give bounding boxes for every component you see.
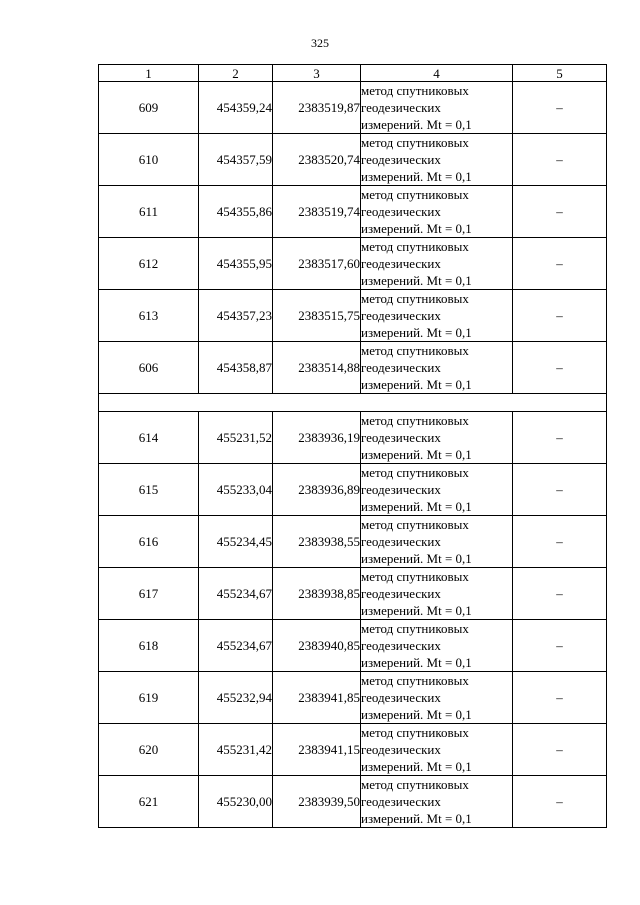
y-coordinate-cell: 2383517,60 [273, 238, 361, 290]
method-text-line: метод спутниковых [361, 239, 469, 254]
x-coordinate-cell: 454355,86 [199, 186, 273, 238]
method-cell [361, 342, 513, 394]
method-text-line: метод спутниковых [361, 343, 469, 358]
method-text-line: измерений. Mt = 0,1 [361, 377, 472, 392]
point-number-cell: 617 [99, 568, 199, 620]
method-text-line: геодезических [361, 690, 441, 705]
method-text-line: метод спутниковых [361, 569, 469, 584]
method-text-line: метод спутниковых [361, 413, 469, 428]
column-header-1: 1 [99, 65, 199, 82]
table-row [99, 672, 607, 724]
method-cell [361, 238, 513, 290]
point-number-cell: 611 [99, 186, 199, 238]
x-coordinate-cell: 455231,42 [199, 724, 273, 776]
method-text-line: геодезических [361, 308, 441, 323]
point-number-cell: 621 [99, 776, 199, 828]
table-body-group-2 [99, 412, 607, 828]
point-number-cell: 613 [99, 290, 199, 342]
method-cell [361, 568, 513, 620]
method-text-line: геодезических [361, 204, 441, 219]
y-coordinate-cell: 2383520,74 [273, 134, 361, 186]
column-header-5: 5 [513, 65, 607, 82]
dash-cell: – [513, 776, 607, 828]
point-number-cell: 606 [99, 342, 199, 394]
page-number: 325 [311, 36, 329, 50]
method-text-line: метод спутниковых [361, 725, 469, 740]
y-coordinate-cell: 2383519,74 [273, 186, 361, 238]
x-coordinate-cell: 455232,94 [199, 672, 273, 724]
method-text-line: измерений. Mt = 0,1 [361, 273, 472, 288]
table-row [99, 516, 607, 568]
dash-cell: – [513, 82, 607, 134]
table-row [99, 186, 607, 238]
dash-cell: – [513, 568, 607, 620]
method-text-line: измерений. Mt = 0,1 [361, 499, 472, 514]
method-text-line: геодезических [361, 256, 441, 271]
method-text-line: геодезических [361, 794, 441, 809]
method-text-line: метод спутниковых [361, 83, 469, 98]
method-text-line: геодезических [361, 360, 441, 375]
point-number-cell: 609 [99, 82, 199, 134]
method-cell [361, 134, 513, 186]
dash-cell: – [513, 412, 607, 464]
table-row [99, 724, 607, 776]
table-header [99, 65, 607, 82]
method-text-line: геодезических [361, 638, 441, 653]
y-coordinate-cell: 2383940,85 [273, 620, 361, 672]
dash-cell: – [513, 290, 607, 342]
method-text-line: измерений. Mt = 0,1 [361, 117, 472, 132]
point-number-cell: 616 [99, 516, 199, 568]
x-coordinate-cell: 454357,23 [199, 290, 273, 342]
column-header-3: 3 [273, 65, 361, 82]
column-header-2: 2 [199, 65, 273, 82]
dash-cell: – [513, 672, 607, 724]
separator-row [99, 394, 607, 412]
x-coordinate-cell: 454359,24 [199, 82, 273, 134]
point-number-cell: 615 [99, 464, 199, 516]
x-coordinate-cell: 455233,04 [199, 464, 273, 516]
table-body-group-1 [99, 82, 607, 394]
point-number-cell: 620 [99, 724, 199, 776]
dash-cell: – [513, 134, 607, 186]
method-text-line: геодезических [361, 482, 441, 497]
table-row [99, 464, 607, 516]
method-text-line: метод спутниковых [361, 465, 469, 480]
table-row [99, 134, 607, 186]
x-coordinate-cell: 454355,95 [199, 238, 273, 290]
dash-cell: – [513, 238, 607, 290]
method-text-line: измерений. Mt = 0,1 [361, 655, 472, 670]
method-cell [361, 776, 513, 828]
method-cell [361, 620, 513, 672]
method-text-line: метод спутниковых [361, 621, 469, 636]
method-text-line: метод спутниковых [361, 777, 469, 792]
y-coordinate-cell: 2383519,87 [273, 82, 361, 134]
y-coordinate-cell: 2383939,50 [273, 776, 361, 828]
method-text-line: измерений. Mt = 0,1 [361, 811, 472, 826]
column-header-4: 4 [361, 65, 513, 82]
y-coordinate-cell: 2383936,19 [273, 412, 361, 464]
method-text-line: геодезических [361, 430, 441, 445]
y-coordinate-cell: 2383938,85 [273, 568, 361, 620]
table-row [99, 342, 607, 394]
method-text-line: геодезических [361, 742, 441, 757]
method-cell [361, 290, 513, 342]
point-number-cell: 612 [99, 238, 199, 290]
point-number-cell: 619 [99, 672, 199, 724]
point-number-cell: 610 [99, 134, 199, 186]
method-text-line: метод спутниковых [361, 291, 469, 306]
separator-cell [99, 394, 607, 412]
x-coordinate-cell: 454357,59 [199, 134, 273, 186]
table-row [99, 568, 607, 620]
table-separator [99, 394, 607, 412]
x-coordinate-cell: 454358,87 [199, 342, 273, 394]
method-text-line: геодезических [361, 534, 441, 549]
method-text-line: измерений. Mt = 0,1 [361, 707, 472, 722]
method-text-line: измерений. Mt = 0,1 [361, 551, 472, 566]
point-number-cell: 614 [99, 412, 199, 464]
table-row [99, 82, 607, 134]
x-coordinate-cell: 455231,52 [199, 412, 273, 464]
dash-cell: – [513, 516, 607, 568]
y-coordinate-cell: 2383941,85 [273, 672, 361, 724]
method-text-line: метод спутниковых [361, 135, 469, 150]
x-coordinate-cell: 455234,67 [199, 568, 273, 620]
method-cell [361, 724, 513, 776]
method-text-line: измерений. Mt = 0,1 [361, 169, 472, 184]
method-text-line: геодезических [361, 586, 441, 601]
table-row [99, 776, 607, 828]
method-text-line: метод спутниковых [361, 673, 469, 688]
y-coordinate-cell: 2383941,15 [273, 724, 361, 776]
dash-cell: – [513, 620, 607, 672]
dash-cell: – [513, 186, 607, 238]
x-coordinate-cell: 455234,45 [199, 516, 273, 568]
dash-cell: – [513, 342, 607, 394]
method-text-line: геодезических [361, 100, 441, 115]
table-row [99, 290, 607, 342]
x-coordinate-cell: 455230,00 [199, 776, 273, 828]
method-text-line: измерений. Mt = 0,1 [361, 759, 472, 774]
method-text-line: измерений. Mt = 0,1 [361, 447, 472, 462]
method-cell [361, 412, 513, 464]
method-text-line: измерений. Mt = 0,1 [361, 221, 472, 236]
method-text-line: метод спутниковых [361, 187, 469, 202]
dash-cell: – [513, 464, 607, 516]
method-text-line: измерений. Mt = 0,1 [361, 603, 472, 618]
method-text-line: геодезических [361, 152, 441, 167]
dash-cell: – [513, 724, 607, 776]
point-number-cell: 618 [99, 620, 199, 672]
y-coordinate-cell: 2383515,75 [273, 290, 361, 342]
table-row [99, 238, 607, 290]
method-cell [361, 82, 513, 134]
x-coordinate-cell: 455234,67 [199, 620, 273, 672]
method-cell [361, 186, 513, 238]
method-text-line: метод спутниковых [361, 517, 469, 532]
method-cell [361, 464, 513, 516]
y-coordinate-cell: 2383938,55 [273, 516, 361, 568]
table-row [99, 620, 607, 672]
method-cell [361, 672, 513, 724]
y-coordinate-cell: 2383514,88 [273, 342, 361, 394]
table-row [99, 412, 607, 464]
coordinates-table [98, 64, 607, 828]
method-text-line: измерений. Mt = 0,1 [361, 325, 472, 340]
method-cell [361, 516, 513, 568]
y-coordinate-cell: 2383936,89 [273, 464, 361, 516]
